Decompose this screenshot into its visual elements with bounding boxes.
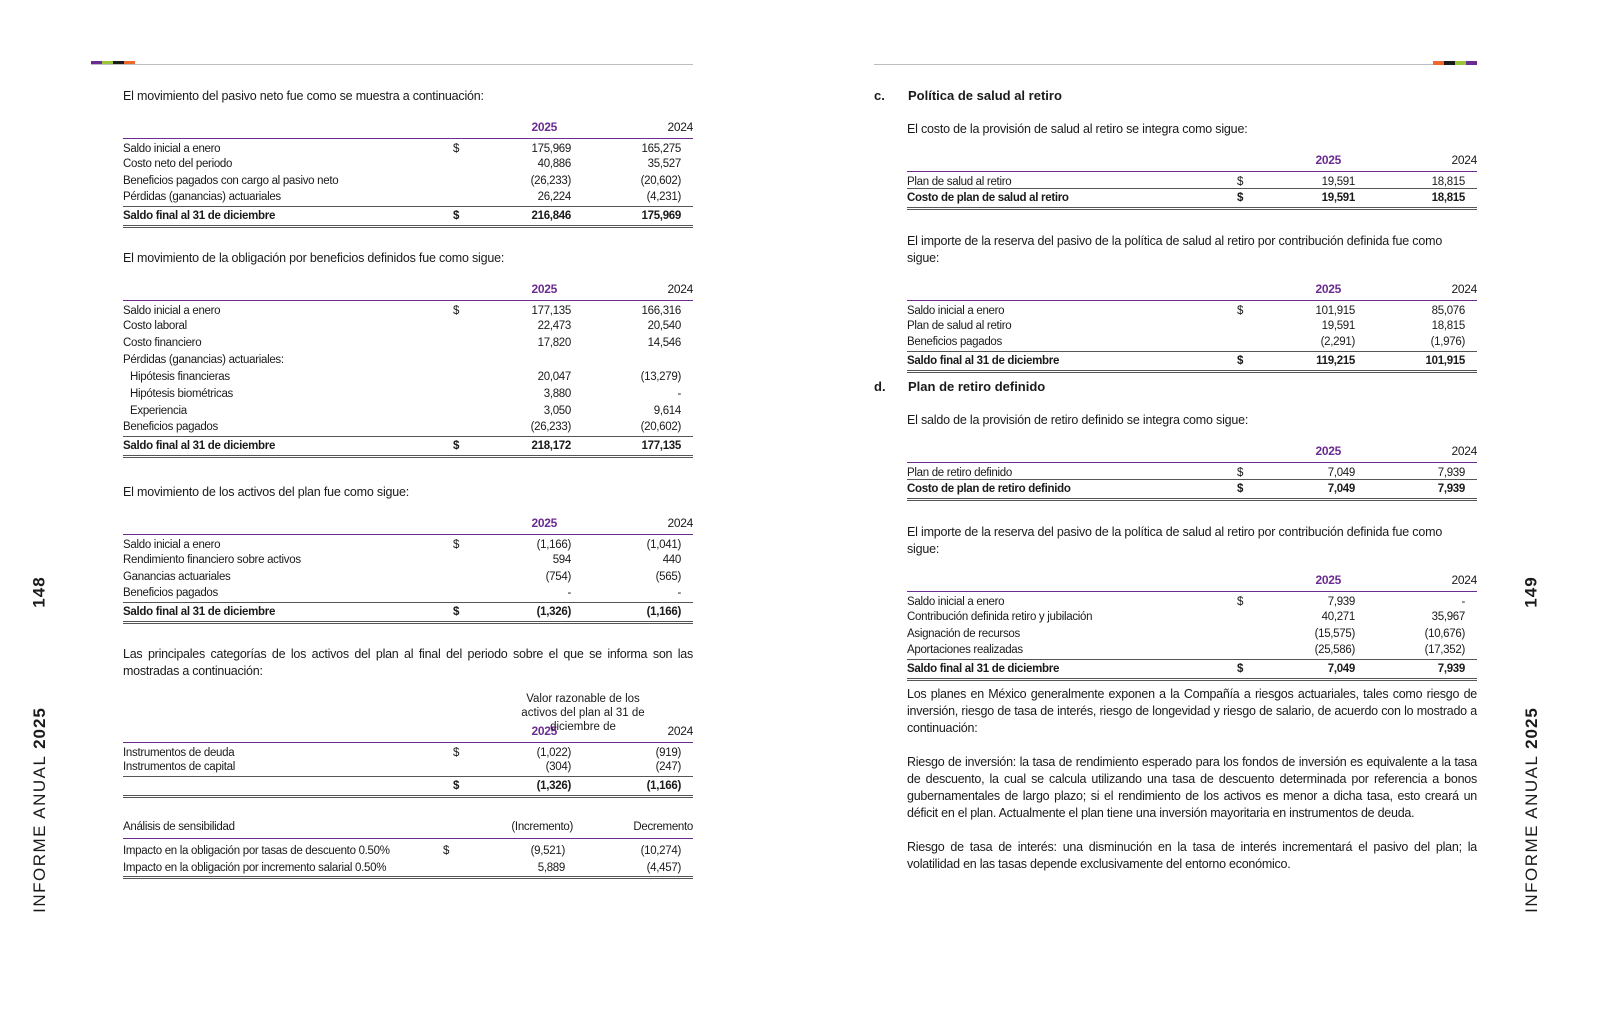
dbo-section: [123, 250, 693, 458]
risk-paragraph: Riesgo de inversión: la tasa de rendimiento esperado para los fondos de inversión es equivalente a la tasa de descuento, la cual se calcula utilizando una tasa de descuento determinada por referencia a bonos gubernamentales de largo plazo; si el rendimiento de los activos es menor a dicha tasa, esto creará un déficit en el plan. Actualmente el plan tiene una inversión mayoritaria en instrumentos de deuda.: [907, 755, 1477, 820]
table-row: Costo neto del periodo 40,886 35,527: [123, 157, 681, 170]
table-row: Experiencia 3,050 9,614: [130, 404, 681, 417]
asset-categories-section: [123, 646, 693, 798]
retirement-cost-table: 2025 2024 Plan de retiro definido $ 7,049 7,939 Costo de plan de retiro definido $ 7,049 7,939: [907, 440, 1477, 501]
table-row: Saldo inicial a enero $ 7,939 -: [907, 595, 1465, 608]
header-rule-left: [91, 64, 693, 65]
net-liability-section: [123, 88, 693, 228]
sensitivity-row: Impacto en la obligación por incremento salarial 0.50% 5,889 (4,457): [123, 860, 693, 877]
section-c-intro: El costo de la provisión de salud al retiro se integra como sigue:: [907, 122, 1248, 136]
sensitivity-table: Análisis de sensibilidad (Incremento) Decremento Impacto en la obligación por tasas de descuento 0.50% $ (9,521) (10,274) Impacto en la obligación por incremento salarial 0.50% 5,889 (4,457): [123, 816, 693, 879]
table-row: Instrumentos de deuda $ (1,022) (919): [123, 746, 681, 759]
table-row: Ganancias actuariales (754) (565): [123, 570, 681, 583]
table-row: Instrumentos de capital (304) (247): [123, 761, 681, 774]
dbo-table: 2025 2024 Saldo inicial a enero $ 177,135 166,316 Costo laboral 22,473 20,540 Costo financiero 17,820 14,546 Pérdidas (ganancias) actuariales: Hipótesis financieras 20,047 (13,279) Hipótesis biométricas 3,880 - Experiencia 3,050 9,614 Beneficios pagados (26,233) (20,602) Saldo final al 31 de diciembre $ 218,172 177,135: [123, 278, 693, 458]
right-page: [800, 0, 1600, 1035]
table-row: Contribución definida retiro y jubilación 40,271 35,967: [907, 610, 1465, 623]
risk-paragraph: Riesgo de tasa de interés: una disminución en la tasa de interés incrementará el pasivo del plan; la volatilidad en las tasas depende exclusivamente del entorno económico.: [907, 840, 1477, 871]
table-row: Aportaciones realizadas (25,586) (17,352): [907, 644, 1465, 657]
health-reserve-intro: El importe de la reserva del pasivo de la política de salud al retiro por contribución definida fue como sigue:: [907, 234, 1443, 265]
plan-assets-intro: El movimiento de los activos del plan fue como sigue:: [123, 485, 410, 499]
retirement-reserve-section: [907, 524, 1477, 681]
retirement-reserve-table: 2025 2024 Saldo inicial a enero $ 7,939 - Contribución definida retiro y jubilación 40,271 35,967 Asignación de recursos (15,575) (10,676) Aportaciones realizadas (25,586) (17,352) Saldo final al 31 de diciembre $ 7,049 7,939: [907, 569, 1477, 681]
page-number-left: 148: [30, 576, 49, 608]
table-row: Costo laboral 22,473 20,540: [123, 319, 681, 332]
asset-categories-intro: Las principales categorías de los activos del plan al final del periodo sobre el que se informa son las mostradas a continuación:: [123, 647, 693, 678]
table-row: Saldo inicial a enero $ 177,135 166,316: [123, 304, 681, 317]
table-row: Beneficios pagados con cargo al pasivo neto (26,233) (20,602): [123, 174, 681, 187]
table-row: Asignación de recursos (15,575) (10,676): [907, 627, 1465, 640]
table-row: Plan de retiro definido $ 7,049 7,939: [907, 466, 1465, 479]
table-row: Pérdidas (ganancias) actuariales 26,224 (4,231): [123, 191, 681, 204]
net-liability-table: 2025 2024 Saldo inicial a enero $ 175,969 165,275 Costo neto del periodo 40,886 35,527 Beneficios pagados con cargo al pasivo neto (26,233) (20,602) Pérdidas (ganancias) actuariales 26,224 (4,231) Saldo final al 31 de diciembre $ 216,846 175,969: [123, 116, 693, 228]
total-row: Costo de plan de retiro definido $ 7,049 7,939: [907, 479, 1477, 499]
section-c-heading: c. Política de salud al retiro: [874, 88, 1062, 103]
section-d-body: [907, 412, 1477, 501]
risk-paragraph: Los planes en México generalmente exponen a la Compañía a riesgos actuariales, tales como riesgo de inversión, riesgo de tasa de interés, riesgo de longevidad y riesgo de salario, de acuerdo con lo mostrado a continuación:: [907, 687, 1477, 735]
page-number-right: 149: [1522, 576, 1541, 608]
section-d-intro: El saldo de la provisión de retiro definido se integra como sigue:: [907, 413, 1249, 427]
total-row: Saldo final al 31 de diciembre $ 7,049 7,939: [907, 659, 1477, 679]
total-row: $ (1,326) (1,166): [123, 776, 693, 796]
total-row: Saldo final al 31 de diciembre $ 216,846 175,969: [123, 206, 693, 226]
table-row: Costo financiero 17,820 14,546: [123, 336, 681, 349]
total-row: Costo de plan de salud al retiro $ 19,591 18,815: [907, 188, 1477, 208]
table-row: Saldo inicial a enero $ 101,915 85,076: [907, 304, 1465, 317]
sensitivity-section: [123, 816, 693, 879]
left-margin: [18, 0, 62, 1035]
table-row: Beneficios pagados (2,291) (1,976): [907, 336, 1465, 349]
total-row: Saldo final al 31 de diciembre $ 218,172 177,135: [123, 436, 693, 456]
health-reserve-section: [907, 233, 1477, 373]
sensitivity-row: Impacto en la obligación por tasas de descuento 0.50% $ (9,521) (10,274): [123, 845, 681, 858]
risk-paragraphs: [907, 686, 1477, 873]
table-row: Hipótesis financieras 20,047 (13,279): [130, 370, 681, 383]
table-row: Rendimiento financiero sobre activos 594 440: [123, 553, 681, 566]
table-row: Saldo inicial a enero $ 175,969 165,275: [123, 142, 681, 155]
table-row: Saldo inicial a enero $ (1,166) (1,041): [123, 538, 681, 551]
table-row: Hipótesis biométricas 3,880 -: [130, 387, 681, 400]
net-liability-intro: El movimiento del pasivo neto fue como se muestra a continuación:: [123, 89, 484, 103]
dbo-intro: El movimiento de la obligación por beneficios definidos fue como sigue:: [123, 251, 505, 265]
total-row: Saldo final al 31 de diciembre $ (1,326) (1,166): [123, 602, 693, 622]
retirement-reserve-intro: El importe de la reserva del pasivo de la política de salud al retiro por contribución definida fue como sigue:: [907, 525, 1443, 556]
plan-assets-section: [123, 484, 693, 624]
table-row: Pérdidas (ganancias) actuariales:: [123, 353, 284, 366]
section-d-heading: d. Plan de retiro definido: [874, 379, 1046, 394]
health-reserve-table: 2025 2024 Saldo inicial a enero $ 101,915 85,076 Plan de salud al retiro 19,591 18,815 Beneficios pagados (2,291) (1,976) Saldo final al 31 de diciembre $ 119,215 101,915: [907, 278, 1477, 373]
health-cost-table: 2025 2024 Plan de salud al retiro $ 19,591 18,815 Costo de plan de salud al retiro $ 19,591 18,815: [907, 149, 1477, 210]
report-label-right: INFORME ANUAL 2025: [1522, 707, 1542, 913]
table-row: Plan de salud al retiro 19,591 18,815: [907, 319, 1465, 332]
total-row: Saldo final al 31 de diciembre $ 119,215 101,915: [907, 351, 1477, 371]
header-rule-right: [874, 64, 1477, 65]
asset-categories-header-note: Valor razonable de los activos del plan al 31 de diciembre de: [521, 693, 645, 733]
table-row: Beneficios pagados - -: [123, 587, 681, 600]
right-margin: [1510, 0, 1554, 1035]
color-bar-right: [1433, 61, 1477, 65]
plan-assets-table: 2025 2024 Saldo inicial a enero $ (1,166) (1,041) Rendimiento financiero sobre activos 594 440 Ganancias actuariales (754) (565) Beneficios pagados - - Saldo final al 31 de diciembre $ (1,326) (1,166): [123, 512, 693, 624]
report-label-left: INFORME ANUAL 2025: [30, 707, 50, 913]
section-c-body: [907, 121, 1477, 210]
asset-categories-table: 2025 2024 Instrumentos de deuda $ (1,022) (919) Instrumentos de capital (304) (247) $ (1,326) (1,166): [123, 720, 693, 798]
table-row: Plan de salud al retiro $ 19,591 18,815: [907, 175, 1465, 188]
table-row: Beneficios pagados (26,233) (20,602): [123, 421, 681, 434]
